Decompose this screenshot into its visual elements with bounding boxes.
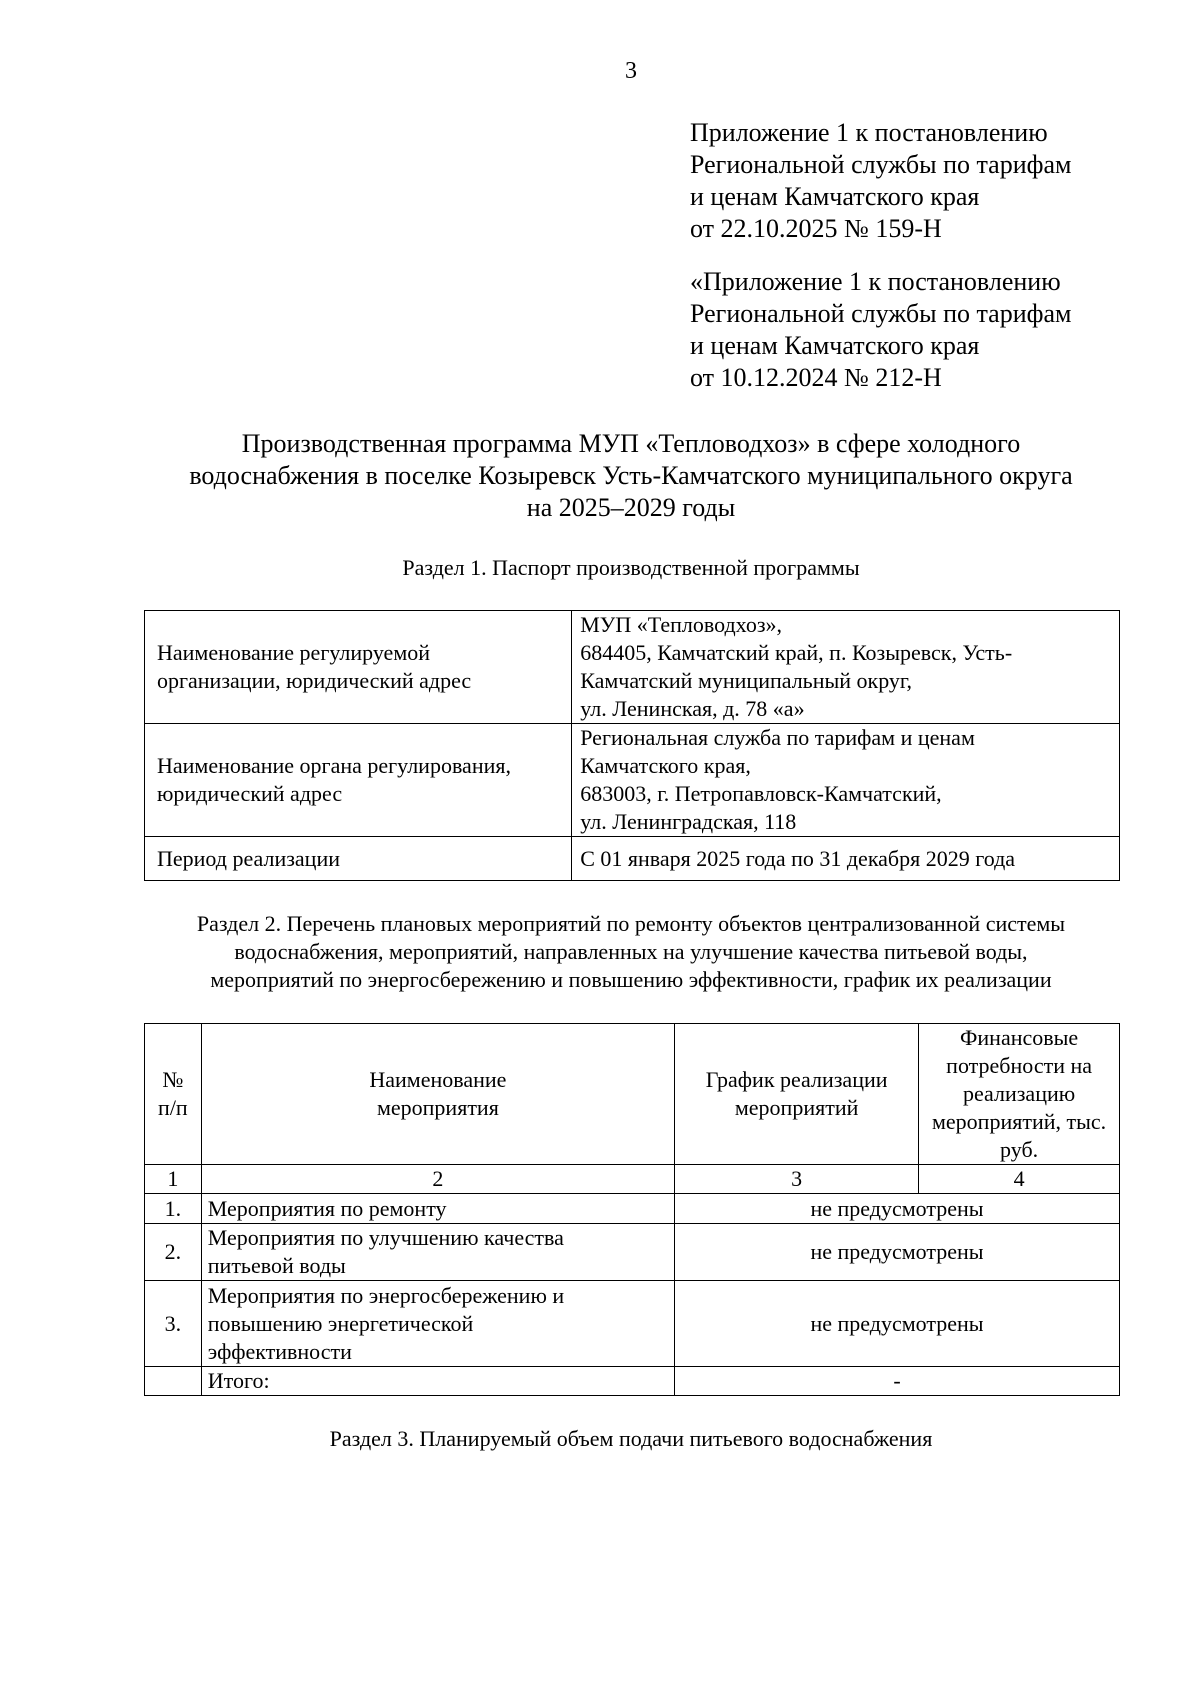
cell-line: руб. xyxy=(1000,1137,1039,1162)
annex-line: Региональной службы по тарифам xyxy=(690,150,1072,179)
section2-heading-line: Раздел 2. Перечень плановых мероприятий по ремонту объектов централизованной системы xyxy=(196,911,1066,936)
col-number: 2 xyxy=(201,1165,674,1194)
section2-heading-line: водоснабжения, мероприятий, направленных на улучшение качества питьевой воды, xyxy=(234,939,1028,964)
annex-line: от 22.10.2025 № 159-Н xyxy=(690,214,942,243)
cell-line: С 01 января 2025 года по 31 декабря 2029 года xyxy=(580,845,1016,871)
cell-line: мероприятия xyxy=(376,1095,499,1120)
header-schedule xyxy=(675,1024,919,1165)
total-num xyxy=(145,1367,202,1396)
annex-previous-header xyxy=(690,266,1160,394)
page-number: 3 xyxy=(625,58,637,84)
cell-line: Наименование xyxy=(369,1067,507,1092)
row-value: не предусмотрены xyxy=(675,1194,1120,1224)
row-num: 2. xyxy=(145,1224,202,1281)
section3-heading-text: Раздел 3. Планируемый объем подачи питьевого водоснабжения xyxy=(329,1426,933,1451)
cell-line: Наименование органа регулирования, xyxy=(157,753,511,778)
cell-line: питьевой воды xyxy=(207,1253,346,1278)
title-line: водоснабжения в поселке Козыревск Усть-Камчатского муниципального округа xyxy=(189,461,1073,490)
cell-line: ул. Ленинская, д. 78 «а» xyxy=(580,696,805,721)
row-value: не предусмотрены xyxy=(675,1224,1120,1281)
cell-line: Камчатского края, xyxy=(580,753,751,778)
cell-line: Мероприятия по ремонту xyxy=(207,1195,447,1221)
cell-line: ул. Ленинградская, 118 xyxy=(580,809,797,834)
measures-table xyxy=(144,1023,1120,1396)
cell-line: Период реализации xyxy=(157,845,341,871)
cell-line: юридический адрес xyxy=(157,781,343,806)
passport-value xyxy=(572,724,1120,837)
table-row xyxy=(145,1224,1120,1281)
table-row xyxy=(145,724,1120,837)
cell-line: Мероприятия по улучшению качества xyxy=(207,1225,564,1250)
row-value: не предусмотрены xyxy=(675,1281,1120,1367)
passport-table xyxy=(144,610,1120,881)
cell-line: Финансовые xyxy=(960,1025,1079,1050)
passport-value xyxy=(572,837,1120,881)
cell-line: 684405, Камчатский край, п. Козыревск, Усть- xyxy=(580,640,1013,665)
section3-heading xyxy=(120,1425,1142,1453)
cell-line: Региональная служба по тарифам и ценам xyxy=(580,725,975,750)
column-number-row xyxy=(145,1165,1120,1194)
total-value: - xyxy=(675,1367,1120,1396)
cell-line: эффективности xyxy=(207,1338,352,1364)
annex-line: Региональной службы по тарифам xyxy=(690,299,1072,328)
section2-heading-line: мероприятий по энергосбережению и повышению эффективности, график их реализации xyxy=(210,967,1052,992)
document-title xyxy=(120,428,1142,524)
table-row xyxy=(145,837,1120,881)
table-row xyxy=(145,1281,1120,1367)
total-label: Итого: xyxy=(201,1367,674,1396)
table-row xyxy=(145,1194,1120,1224)
header-finance xyxy=(919,1024,1120,1165)
section2-heading xyxy=(120,910,1142,994)
passport-label xyxy=(145,724,572,837)
cell-line: Наименование регулируемой xyxy=(157,640,431,665)
row-num: 3. xyxy=(145,1281,202,1367)
cell-line: № xyxy=(162,1067,184,1092)
col-number: 1 xyxy=(145,1165,202,1194)
section1-heading xyxy=(120,554,1142,582)
cell-line: 683003, г. Петропавловск-Камчатский, xyxy=(580,781,942,806)
total-row xyxy=(145,1367,1120,1396)
annex-line: и ценам Камчатского края xyxy=(690,331,980,360)
cell-line: п/п xyxy=(158,1095,188,1120)
cell-line: МУП «Тепловодхоз», xyxy=(580,612,783,637)
row-num: 1. xyxy=(145,1194,202,1224)
header-name xyxy=(201,1024,674,1165)
cell-line: повышению энергетической xyxy=(207,1310,474,1336)
header-num xyxy=(145,1024,202,1165)
col-number: 3 xyxy=(675,1165,919,1194)
passport-value xyxy=(572,611,1120,724)
annex-line: Приложение 1 к постановлению xyxy=(690,118,1048,147)
cell-line: потребности на xyxy=(946,1053,1093,1078)
annex-current-header xyxy=(690,117,1160,245)
cell-line: Камчатский муниципальный округ, xyxy=(580,668,912,693)
col-number: 4 xyxy=(919,1165,1120,1194)
row-name xyxy=(201,1281,674,1367)
cell-line: организации, юридический адрес xyxy=(157,668,472,693)
cell-line: График реализации xyxy=(705,1067,888,1092)
cell-line: мероприятий, тыс. xyxy=(932,1109,1107,1134)
passport-label xyxy=(145,837,572,881)
row-name xyxy=(201,1194,674,1224)
cell-line: реализацию xyxy=(963,1081,1076,1106)
section1-heading-text: Раздел 1. Паспорт производственной программы xyxy=(402,555,860,580)
cell-line: Мероприятия по энергосбережению и xyxy=(207,1282,565,1308)
table-header-row xyxy=(145,1024,1120,1165)
passport-label xyxy=(145,611,572,724)
annex-line: от 10.12.2024 № 212-Н xyxy=(690,363,942,392)
title-line: Производственная программа МУП «Тепловодхоз» в сфере холодного xyxy=(241,429,1021,458)
row-name xyxy=(201,1224,674,1281)
cell-line: мероприятий xyxy=(734,1095,859,1120)
annex-line: «Приложение 1 к постановлению xyxy=(690,267,1061,296)
title-line: на 2025–2029 годы xyxy=(526,493,736,522)
annex-line: и ценам Камчатского края xyxy=(690,182,980,211)
table-row xyxy=(145,611,1120,724)
